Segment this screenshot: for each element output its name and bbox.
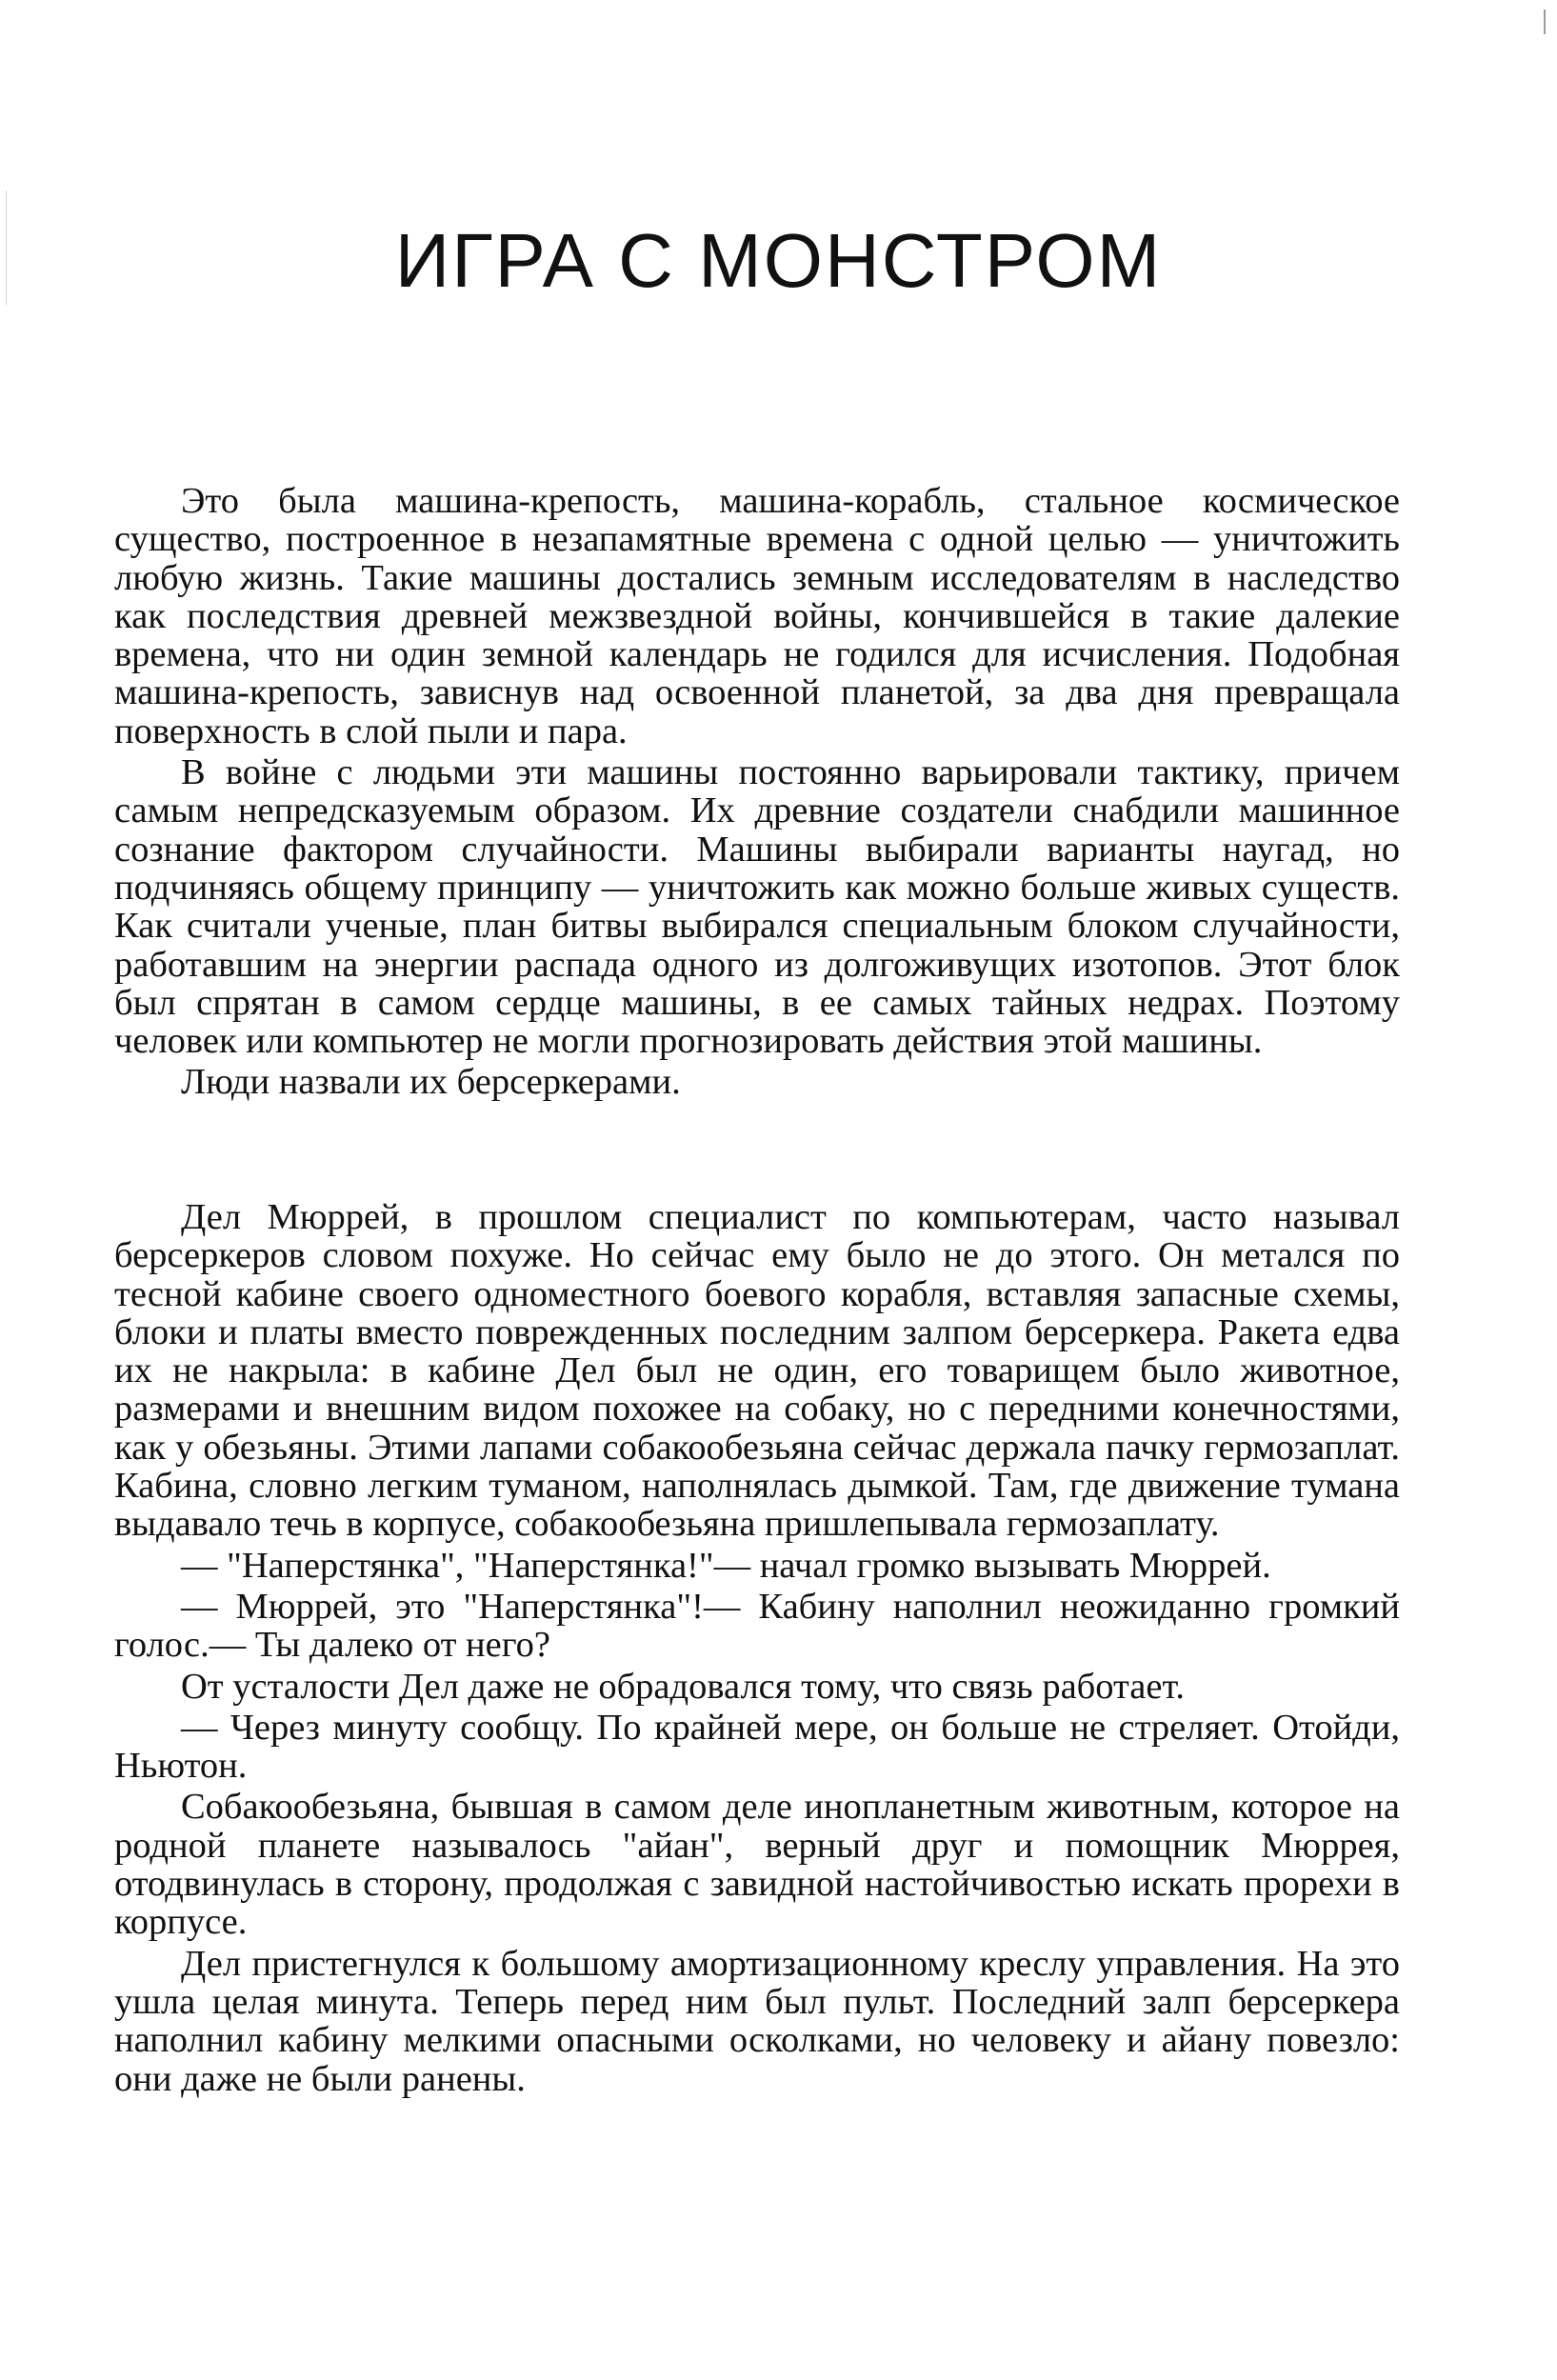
paragraph: — "Наперстянка", "Наперстянка!"— начал громко вызывать Мюррей. — [181, 1545, 1271, 1586]
paragraph: Дел Мюррей, в прошлом специалист по компьютерам, часто называл берсеркеров словом похуже. Но сейчас ему было не до этого. Он метался по тесной кабине своего одноместного боевого корабля, вставляя запасные схемы, блоки и платы вместо поврежденных последним залпом берсеркера. Ракета едва их не накрыла: в кабине Дел был не один, его товарищем было животное, размерами и внешним видом похожее на собаку, но с передними конечностями, как у обезьяны. Этими лапами собакообезьяна сейчас держала пачку гермозаплат. Кабина, словно легким туманом, наполнялась дымкой. Там, где движение тумана выдавало течь в корпусе, собакообезьяна пришлепывала гермозаплату. — [114, 1197, 1400, 1545]
chapter-title: ИГРА С МОНСТРОМ — [394, 218, 1163, 303]
paragraph: От усталости Дел даже не обрадовался тому, что связь работает. — [181, 1666, 1186, 1707]
paragraph: — Через минуту сообщу. По крайней мере, он больше не стреляет. Отойди, Ньютон. — [114, 1707, 1400, 1787]
section-one — [114, 482, 1400, 1105]
paragraph: Это была машина-крепость, машина-корабль, стальное космическое существо, построенное в незапамятные времена с одной целью — уничтожить любую жизнь. Такие машины достались земным исследователям в наследство как последствия древней межзвездной войны, кончившейся в такие далекие времена, что ни один земной календарь не годился для исчисления. Подобная машина-крепость, зависнув над освоенной планетой, за два дня превращала поверхность в слой пыли и пара. — [114, 481, 1400, 751]
paragraph: — Мюррей, это "Наперстянка"!— Кабину наполнил неожиданно громкий голос.— Ты далеко от него? — [114, 1586, 1400, 1666]
corner-mark — [1544, 10, 1546, 34]
paragraph: В войне с людьми эти машины постоянно варьировали тактику, причем самым непредсказуемым образом. Их древние создатели снабдили машинное сознание фактором случайности. Машины выбирали варианты наугад, но подчиняясь общему принципу — уничтожить как можно больше живых существ. Как считали ученые, план битвы выбирался специальным блоком случайности, работавшим на энергии распада одного из долгоживущих изотопов. Этот блок был спрятан в самом сердце машины, в ее самых тайных недрах. Поэтому человек или компьютер не могли прогнозировать действия этой машины. — [114, 752, 1400, 1062]
paragraph: Люди назвали их берсеркерами. — [181, 1062, 681, 1103]
paragraph: Собакообезьяна, бывшая в самом деле инопланетным животным, которое на родной планете называлось "айан", верный друг и помощник Мюррея, отодвинулась в сторону, продолжая с завидной настойчивостью искать прорехи в корпусе. — [114, 1787, 1400, 1943]
section-two — [114, 1198, 1400, 2101]
paragraph: Дел пристегнулся к большому амортизационному креслу управления. На это ушла целая минута. Теперь перед ним был пульт. Последний залп берсеркера наполнил кабину мелкими опасными осколками, но человеку и айану повезло: они даже не были ранены. — [114, 1943, 1400, 2099]
